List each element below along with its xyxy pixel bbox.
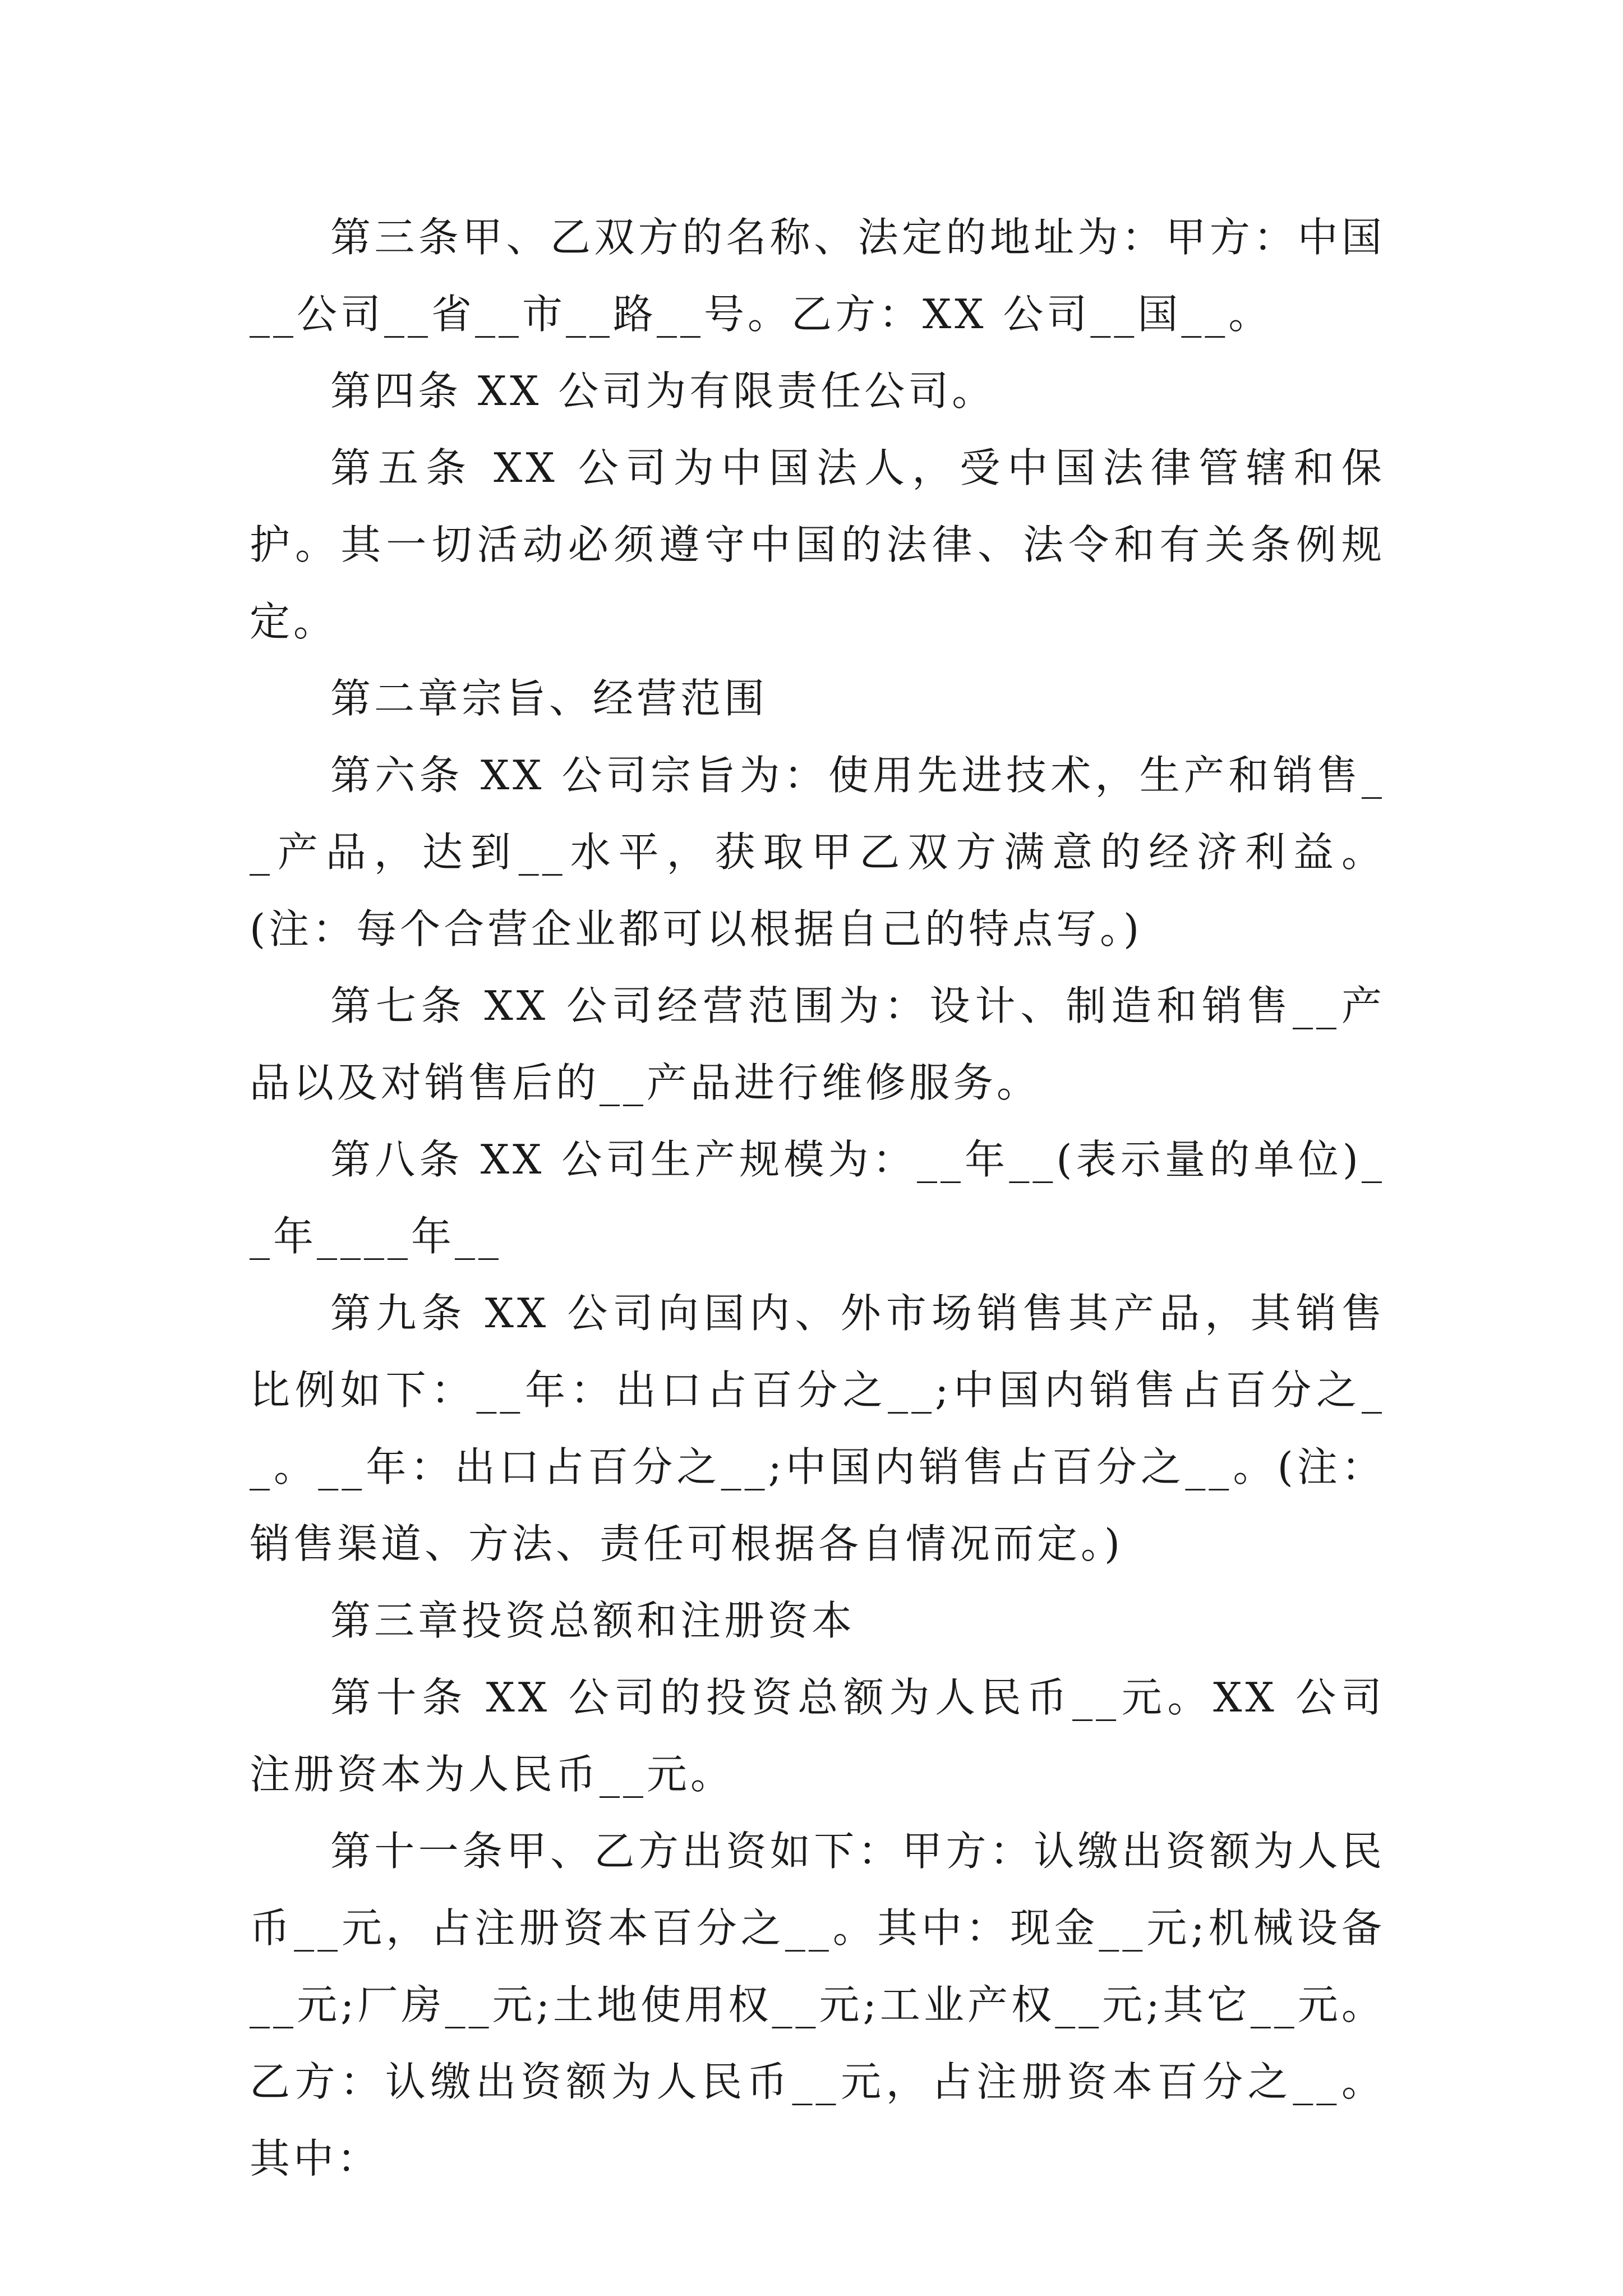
paragraph-article-11: 第十一条甲、乙方出资如下：甲方：认缴出资额为人民币__元，占注册资本百分之__。其中：现金__元;机械设备__元;厂房__元;土地使用权__元;工业产权__元;其它__元。乙方：认缴出资额为人民币__元，占注册资本百分之__。其中：: [250, 1828, 1385, 2182]
paragraph-article-6: 第六条 XX 公司宗旨为：使用先进技术，生产和销售__产品，达到__水平，获取甲乙双方满意的经济利益。(注：每个合营企业都可以根据自己的特点写。): [250, 752, 1385, 953]
paragraph-article-5: 第五条 XX 公司为中国法人，受中国法律管辖和保护。其一切活动必须遵守中国的法律、法令和有关条例规定。: [250, 444, 1385, 645]
document-body: [250, 199, 1385, 2197]
paragraph-article-3: 第三条甲、乙双方的名称、法定的地址为：甲方：中国__公司__省__市__路__号。乙方：XX 公司__国__。: [250, 214, 1385, 338]
paragraph-article-10: 第十条 XX 公司的投资总额为人民币__元。XX 公司注册资本为人民币__元。: [250, 1674, 1385, 1798]
chapter-heading-3: 第三章投资总额和注册资本: [330, 1597, 856, 1644]
paragraph-article-4: 第四条 XX 公司为有限责任公司。: [330, 367, 996, 415]
paragraph-article-7: 第七条 XX 公司经营范围为：设计、制造和销售__产品以及对销售后的__产品进行维修服务。: [250, 982, 1385, 1106]
paragraph-article-8: 第八条 XX 公司生产规模为：__年__(表示量的单位)__年____年__: [250, 1136, 1385, 1260]
paragraph-article-9: 第九条 XX 公司向国内、外市场销售其产品，其销售比例如下：__年：出口占百分之__;中国内销售占百分之__。__年：出口占百分之__;中国内销售占百分之__。(注：销售渠道、方法、责任可根据各自情况而定。): [250, 1290, 1385, 1567]
chapter-heading-2: 第二章宗旨、经营范围: [330, 675, 768, 722]
